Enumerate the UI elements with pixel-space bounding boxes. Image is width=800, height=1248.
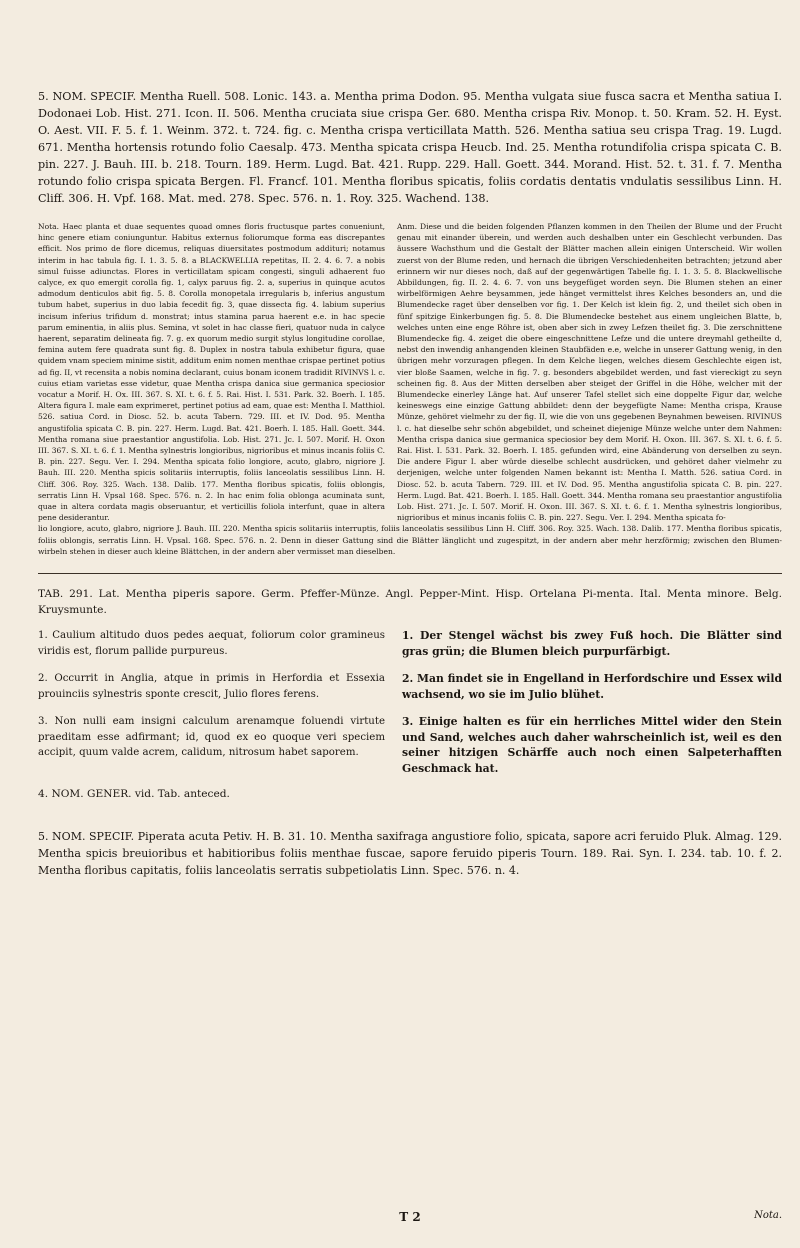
item-german-2: 2. Man findet sie in Engelland in Herfordschire und Essex wild wachsend, wo sie im Julio blühet. <box>402 672 782 701</box>
catchword: Nota. <box>754 1210 782 1221</box>
item-german-3: 3. Einige halten es für ein herrliches Mittel wider den Stein und Sand, welches auch daher wahrscheinlich ist, weil es den seiner hitzigen Schärffe auch noch einen Salpeterhafften Geschmack hat. <box>402 715 782 775</box>
signature-mark: T 2 <box>399 1210 421 1224</box>
genus-reference: 4. NOM. GENER. vid. Tab. anteced. <box>38 788 230 801</box>
item-columns <box>38 628 782 788</box>
note-latin: Nota. Haec planta et duae sequentes quoad omnes floris fructusque partes conueniunt, hinc genere etiam coniunguntur. Habitus externus foliorumque forma eas discrepantes efficit. Nos primo de flore dicemus, reliquas diuersitates postmodum addituri; notamus interim in hac tabula fig. I. 1. 3. 5. 8. a BLACKWELLIA repetitas, II. 2. 4. 6. 7. a nobis simul fuisse adiunctas. Flores in verticillatam spicam congesti, singuli adhaerent fuo calyce, ex quo emergit corolla fig. 1, calyx paruus fig. 2. a, superius in quinque acutos admodum denticulos abit fig. 5. 8. Corolla monopetala irregularis b, inferius angustum tubum habet, superius in duo labia fecedit fig. 3, quae dissecta fig. 4. labium superius incisum inferius trifidum d. monstrat; intus stamina parua haerent e.e. in hac specie parum eminentia, in aliis plus. Semina, vt solet in hac classe fieri, quatuor nuda in calyce haerent, separatim delineata fig. 7. g. ex quorum medio surgit stylus longitudine corollae, femina autem fere quadrata sunt fig. 8. Duplex in nostra tabula exhibetur figura, quae quidem vnam speciem minime sistit, additum enim nomen menthae crispae pertinet potius ad fig. II, vt recensita a nobis nomina declarant, cuius bonam iconem tradidit RIVINVS l. c. cuius etiam varietas esse videtur, quae Mentha crispa danica siue germanica speciosior vocatur a Morif. H. Ox. III. 367. S. XI. t. 6. f. 5. Rai. Hist. I. 531. Park. 32. Boerh. I. 185. Altera figura I. male eam exprimeret, pertinet potius ad eam, quae est: Mentha I. Matthiol. 526. satiua Cord. in Diosc. 52. b. acuta Tabern. 729. III. et IV. Dod. 95. Mentha angustifolia spicata C. B. pin. 227. Herm. Lugd. Bat. 421. Boerh. I. 185. Hall. Goett. 344. Mentha romana siue praestantior angustifolia. Lob. Hist. 271. Jc. I. 507. Morif. H. Oxon III. 367. S. XI. t. 6. f. 1. Mentha sylnestris longioribus, nigrioribus et minus incanis foliis C. B. pin. 227. Segu. Ver. I. 294. Mentha spicata folio longiore, acuto, glabro, nigriore J. Bauh. III. 220. Mentha spicis solitariis interruptis, foliis lanceolatis sessilibus Linn. H. Cliff. 306. Roy. 325. Wach. 138. Dalib. 177. Mentha floribus spicatis, foliis oblongis, serratis Linn H. Vpsal 168. Spec. 576. n. 2. In hac enim folia oblonga acuminata sunt, quae in altera cordata magis obseruantur, et verticillis foliola interfunt, quae in altera pene desiderantur. <box>38 222 385 523</box>
item-latin-2: 2. Occurrit in Anglia, atque in primis in Herfordia et Essexia prouinciis sylnestris sponte crescit, Julio flores ferens. <box>38 673 385 700</box>
item-latin-1: 1. Caulium altitudo duos pedes aequat, foliorum color gramineus viridis est, florum pallide purpureus. <box>38 630 385 657</box>
items-latin-column <box>38 628 385 788</box>
section-divider <box>38 573 782 574</box>
item-latin-3: 3. Non nulli eam insigni calculum arenamque foluendi virtute praeditam esse adfirmant; id, quod ex eo quoque veri speciem accipit, quum valde acrem, calidum, nitrosum habet saporem. <box>38 716 385 759</box>
items-german-column <box>402 628 782 788</box>
note-continuation: lio longiore, acuto, glabro, nigriore J. Bauh. III. 220. Mentha spicis solitariis interruptis, foliis lanceolatis sessilibus Linn H. Cliff. 306. Roy. 325. Wach. 138. Dalib. 177. Mentha floribus spicatis, foliis oblongis, serratis Linn. H. Vpsal. 168. Spec. 576. n. 2. Denn in dieser Gattung sind die Blätter länglicht und zugespitzt, in der andern aber mehr herzförmig; zwischen den Blumen-wirbeln stehen in dieser auch kleine Blättchen, in der andern aber vermisset man dieselben. <box>38 524 782 556</box>
species-description: 5. NOM. SPECIF. Mentha Ruell. 508. Lonic. 143. a. Mentha prima Dodon. 95. Mentha vulgata siue fusca sacra et Mentha satiua I. Dodonaei Lob. Hist. 271. Icon. II. 506. Mentha cruciata siue crispa Ger. 680. Mentha crispa Riv. Monop. t. 50. Kram. 52. H. Eyst. O. Aest. VII. F. 5. f. 1. Weinm. 372. t. 724. fig. c. Mentha crispa verticillata Matth. 526. Mentha satiua seu crispa Trag. 19. Lugd. 671. Mentha hortensis rotundo folio Caesalp. 473. Mentha spicata crispa Heucb. Ind. 25. Mentha rotundifolia crispa spicata C. B. pin. 227. J. Bauh. III. b. 218. Tourn. 189. Herm. Lugd. Bat. 421. Rupp. 229. Hall. Goett. 344. Morand. Hist. 52. t. 31. f. 7. Mentha rotundo folio crispa spicata Bergen. Fl. Francf. 101. Mentha floribus spicatis, foliis cordatis dentatis vndulatis sessilibus Linn. H. Cliff. 306. H. Vpf. 168. Mat. med. 278. Spec. 576. n. 1. Roy. 325. Wachend. 138. <box>38 90 782 205</box>
item-german-1: 1. Der Stengel wächst bis zwey Fuß hoch. Die Blätter sind gras grün; die Blumen bleich purpurfärbigt. <box>402 629 782 658</box>
table-heading: TAB. 291. Lat. Mentha piperis sapore. Germ. Pfeffer-Münze. Angl. Pepper-Mint. Hisp. Ortelana Pi-menta. Ital. Menta minore. Belg. Kruysmunte. <box>38 588 782 617</box>
note-columns <box>38 221 782 523</box>
note-german: Anm. Diese und die beiden folgenden Pflanzen kommen in den Theilen der Blume und der Frucht genau mit einander überein, und werden auch deshalben unter ein Geschlecht verbunden. Das äussere Wachsthum und die Gestalt der Blätter machen allein einigen Unterscheid. Wir wollen zuerst von der Blume reden, und hernach die übrigen Verschiedenheiten betrachten; jetzund aber erinnern wir nur dieses noch, daß auf der gegenwärtigen Tabelle fig. I. 1. 3. 5. 8. Blackwellische Abbildungen, fig. II. 2. 4. 6. 7. von uns beygefüget worden seyn. Die Blumen stehen an einer wirbelförmigen Aehre beysammen, jede hänget vermittelst ihres Kelches besonders an, und die Blumendecke raget über denselben vor fig. 1. Der Kelch ist klein fig. 2, und theilet sich oben in fünf spitzige Einkerbungen fig. 5. 8. Die Blumendecke bestehet aus einem ungleichen Blatte, b, welches unten eine enge Röhre ist, oben aber sich in zwey Lefzen theilet fig. 3. Die zerschnittene Blumendecke fig. 4. zeiget die obere eingeschnittene Lefze und die untere dreymahl getheilte d, nebst den inwendig anhangenden kleinen Staubfäden e.e, welche in unserer Gattung wenig, in den übrigen mehr vorzuragen pflegen. In dem Kelche liegen, welches diesem Geschlechte eigen ist, vier bloße Saamen, welche in fig. 7. g. besonders abgebildet werden, und fast viereckigt zu seyn scheinen fig. 8. Aus der Mitten derselben aber steiget der Griffel in die Höhe, welcher mit der Blumendecke einerley Länge hat. Auf unserer Tafel stellet sich eine doppelte Figur dar, welche keineswegs eine einzige Gattung abbildet: denn der beygefügte Name: Mentha crispa, Krause Münze, gehöret vielmehr zu der fig. II, wie die von uns gegebenen Beynahmen beweisen. RIVINUS l. c. hat dieselbe sehr schön abgebildet, und scheinet diejenige Münze welche unter dem Nahmen: Mentha crispa danica siue germanica speciosior bey dem Morif. H. Oxon. III. 367. S. XI. t. 6. f. 5. Rai. Hist. I. 531. Park. 32. Boerh. I. 185. gefunden wird, eine Abänderung von derselben zu seyn. Die andere Figur I. aber würde dieselbe schlecht ausdrücken, und gehöret daher vielmehr zu derjenigen, welche unter folgenden Namen bekannt ist: Mentha I. Matth. 526. satiua Cord. in Diosc. 52. b. acuta Tabern. 729. III. et IV. Dod. 95. Mentha angustifolia spicata C. B. pin. 227. Herm. Lugd. Bat. 421. Boerh. I. 185. Hall. Goett. 344. Mentha romana seu praestantior angustifolia Lob. Hist. 271. Jc. I. 507. Morif. H. Oxon. III. 367. S. XI. t. 6. f. 1. Mentha sylnestris longioribus, nigrioribus et minus incanis foliis C. B. pin. 227. Segu. Ver. I. 294. Mentha spicata fo- <box>397 222 782 523</box>
page-footer <box>38 1210 782 1230</box>
species-description-2: 5. NOM. SPECIF. Piperata acuta Petiv. H. B. 31. 10. Mentha saxifraga angustiore folio, spicata, sapore acri feruido Pluk. Almag. 129. Mentha spicis breuioribus et habitioribus foliis menthae fuscae, sapore feruido piperis Tourn. 189. Rai. Syn. I. 234. tab. 10. f. 2. Mentha floribus capitatis, foliis lanceolatis serratis subpetiolatis Linn. Spec. 576. n. 4. <box>38 830 782 878</box>
